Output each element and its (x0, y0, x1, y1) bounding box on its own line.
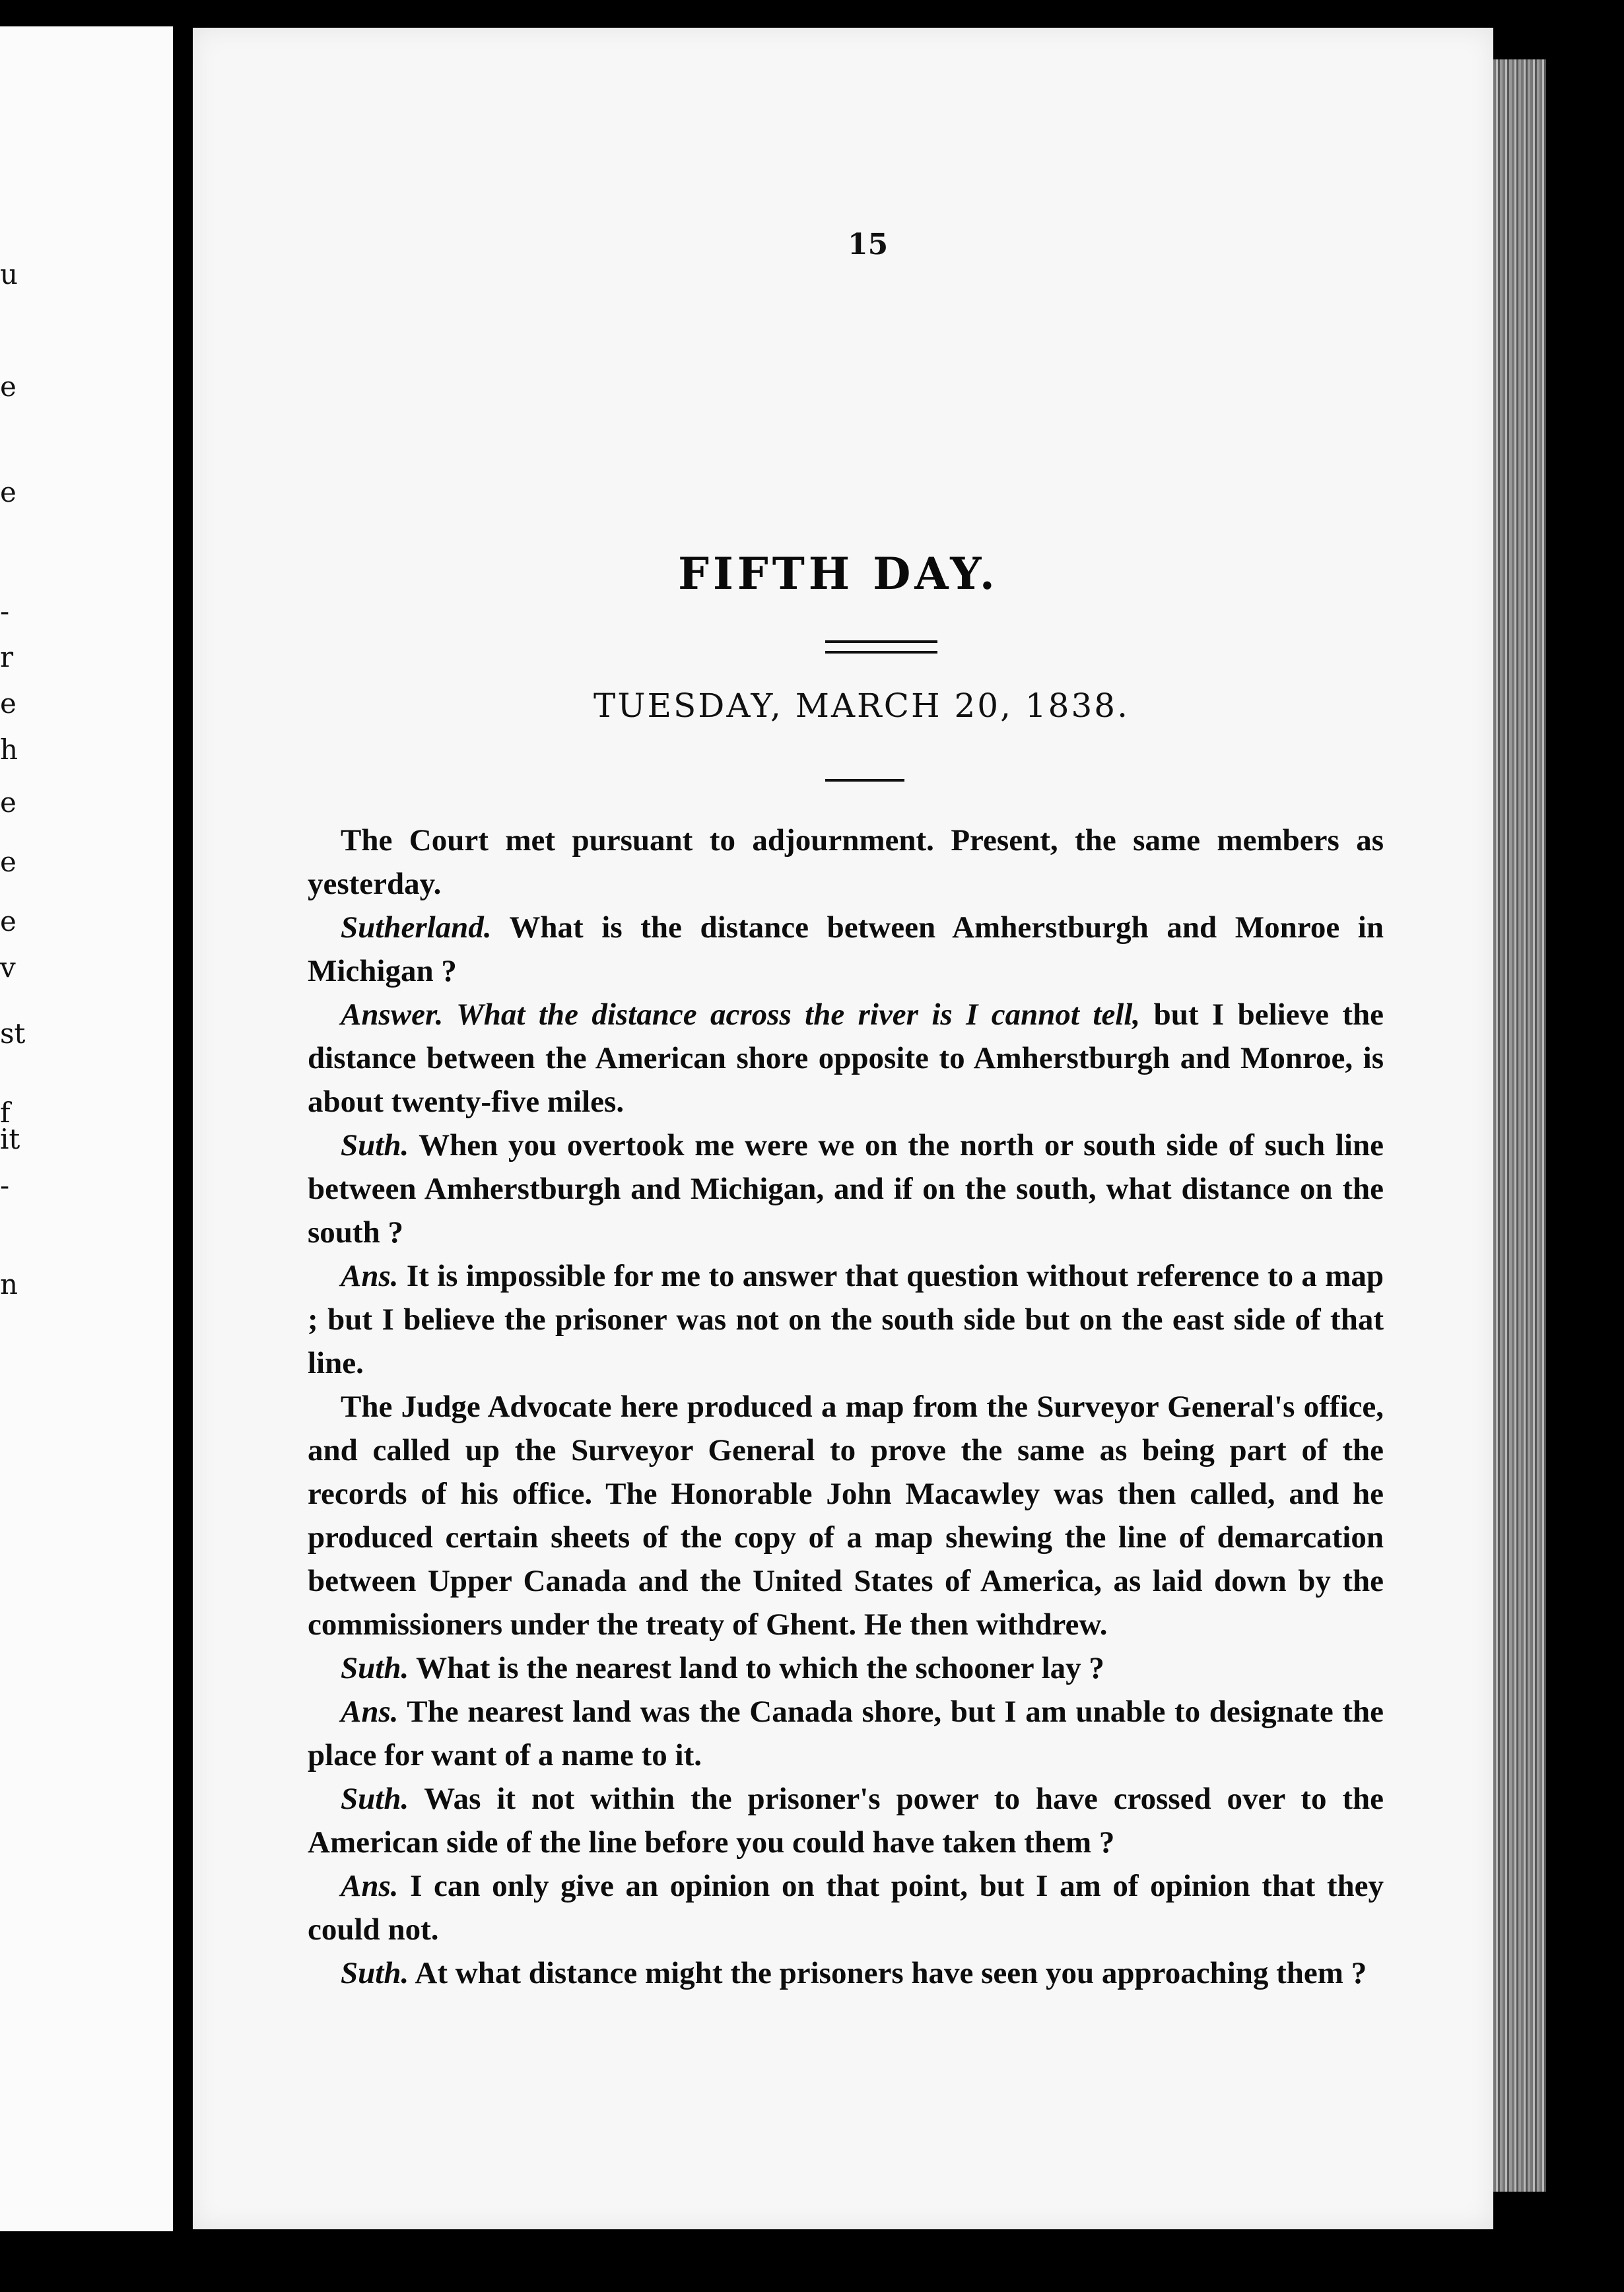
speaker-label: Suth. (341, 1128, 409, 1163)
left-page-fragment: r (0, 641, 14, 673)
paragraph (308, 1646, 1384, 1690)
paragraph (308, 1777, 1384, 1864)
emphasized-text: What the distance across the river is I cannot tell, (443, 997, 1141, 1032)
paragraph-text: The nearest land was the Canada shore, but I am unable to designate the place for want of a name to it. (308, 1695, 1384, 1772)
heading-rule (825, 640, 937, 654)
paragraph-text: The Court met pursuant to adjournment. Present, the same members as yesterday. (308, 823, 1384, 901)
speaker-label: Ans. (341, 1869, 399, 1903)
left-page-fragment: n (0, 1268, 18, 1300)
paragraph (308, 819, 1384, 906)
left-page-fragment: e (0, 905, 17, 937)
left-page-fragment: e (0, 786, 17, 819)
left-page-fragment: e (0, 370, 17, 403)
paragraph (308, 1124, 1384, 1254)
body-text (308, 819, 1384, 1995)
speaker-label: Answer. (341, 997, 444, 1032)
speaker-label: Ans. (341, 1695, 399, 1729)
left-page-fragment: e (0, 476, 17, 508)
left-facing-page (0, 26, 173, 2231)
page-edge (1493, 59, 1546, 2192)
left-page-fragment: st (0, 1017, 26, 1050)
paragraph (308, 1951, 1384, 1995)
speaker-label: Suth. (341, 1956, 409, 1990)
day-heading: FIFTH DAY. (678, 548, 999, 599)
date-rule (825, 779, 904, 784)
paragraph (308, 906, 1384, 993)
left-page-fragment: - (0, 1169, 10, 1201)
left-page-fragment: e (0, 687, 17, 720)
left-page-fragment: u (0, 258, 18, 290)
date-line: TUESDAY, MARCH 20, 1838. (593, 687, 1130, 725)
left-page-fragment: - (0, 595, 10, 627)
paragraph-text: When you overtook me were we on the north or south side of such line between Amherstburgh and Michigan, and if on the south, what distance on the south ? (308, 1128, 1384, 1250)
paragraph-text: At what distance might the prisoners have seen you approaching them ? (409, 1956, 1367, 1990)
speaker-label: Suth. (341, 1782, 409, 1816)
paragraph-text: It is impossible for me to answer that question without reference to a map ; but I believe the prisoner was not on the south side but on the east side of that line. (308, 1259, 1384, 1380)
paragraph-text: I can only give an opinion on that point, but I am of opinion that they could not. (308, 1869, 1384, 1947)
paragraph (308, 993, 1384, 1124)
speaker-label: Suth. (341, 1651, 409, 1685)
page-number: 15 (848, 228, 889, 261)
paragraph-text: The Judge Advocate here produced a map from the Surveyor General's office, and called up the Surveyor General to prove the same as being part of the records of his office. The Honorable John Macawley was then called, and he produced certain sheets of the copy of a map shewing the line of demarcation between Upper Canada and the United States of America, as laid down by the commissioners under the treaty of Ghent. He then withdrew. (308, 1390, 1384, 1642)
paragraph-text: but I believe the distance between the American shore opposite to Amherstburgh and Monroe, is about twenty-five miles. (308, 997, 1384, 1119)
paragraph (308, 1254, 1384, 1385)
left-page-fragment: e (0, 846, 17, 878)
left-page-fragment: it (0, 1123, 20, 1155)
paragraph-text: What is the nearest land to which the schooner lay ? (409, 1651, 1104, 1685)
paragraph (308, 1385, 1384, 1646)
speaker-label: Ans. (341, 1259, 399, 1293)
paragraph (308, 1864, 1384, 1951)
left-page-fragment: v (0, 951, 16, 984)
left-page-fragment: f (0, 1096, 11, 1129)
paragraph-text: Was it not within the prisoner's power to have crossed over to the American side of the line before you could have taken them ? (308, 1782, 1384, 1860)
paragraph (308, 1690, 1384, 1777)
left-page-fragment: h (0, 733, 18, 766)
speaker-label: Sutherland. (341, 910, 492, 945)
paragraph-text: What is the distance between Amherstburgh and Monroe in Michigan ? (308, 910, 1384, 988)
